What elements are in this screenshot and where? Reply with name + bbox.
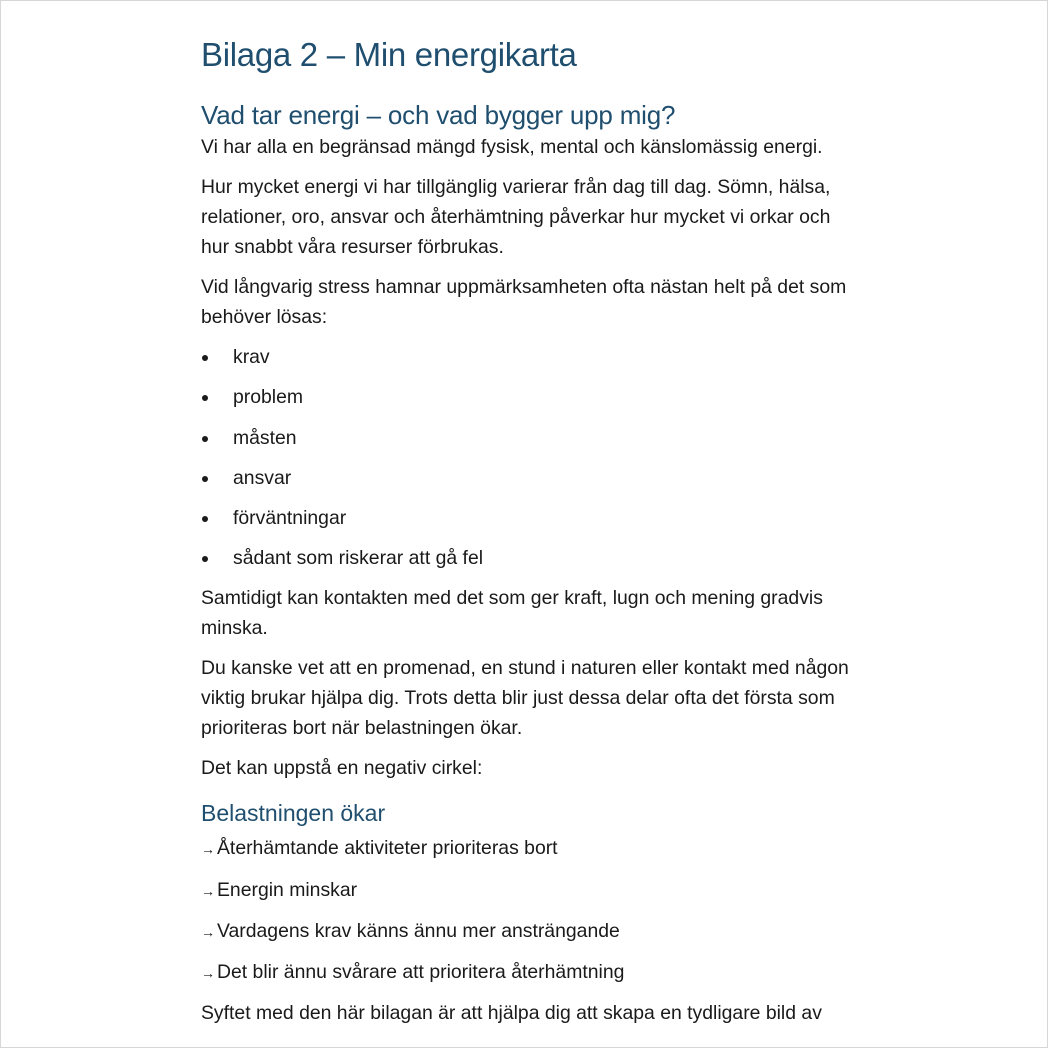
arrow-right-icon: → <box>201 882 215 899</box>
cycle-step <box>201 957 861 988</box>
paragraph: Vid långvarig stress hamnar uppmärksamheten ofta nästan helt på det som behöver lösas: <box>201 276 847 328</box>
cycle-step-text: Det blir ännu svårare att prioritera återhämtning <box>217 961 625 984</box>
cycle-steps <box>201 833 861 988</box>
cycle-step-text: Återhämtande aktiviteter prioriteras bort <box>217 837 558 860</box>
cycle-step <box>201 916 861 947</box>
bullet-item: måsten <box>201 423 861 453</box>
document-body <box>201 31 861 1028</box>
bullet-item: förväntningar <box>201 503 861 533</box>
bullet-item: sådant som riskerar att gå fel <box>201 543 861 573</box>
section-heading: Vad tar energi – och vad bygger upp mig? <box>201 100 676 130</box>
cycle-step <box>201 833 861 864</box>
cycle-step <box>201 875 861 906</box>
paragraph: Samtidigt kan kontakten med det som ger kraft, lugn och mening gradvis minska. <box>201 587 823 640</box>
paragraph: Syftet med den här bilagan är att hjälpa dig att skapa en tydligare bild av <box>201 1002 822 1025</box>
paragraph: Vi har alla en begränsad mängd fysisk, mental och känslomässig energi. <box>201 136 823 158</box>
cycle-step-text: Energin minskar <box>217 878 358 901</box>
bullet-list <box>201 342 861 573</box>
arrow-right-icon: → <box>201 924 215 941</box>
bullet-item: krav <box>201 342 861 372</box>
bullet-item: problem <box>201 382 861 412</box>
document-title: Bilaga 2 – Min energikarta <box>201 36 577 73</box>
arrow-right-icon: → <box>201 841 215 858</box>
paragraph: Du kanske vet att en promenad, en stund i naturen eller kontakt med någon viktig brukar hjälpa dig. Trots detta blir just dessa delar ofta det första som prioriteras bort när belastningen ökar. <box>201 657 849 740</box>
bullet-item: ansvar <box>201 463 861 493</box>
arrow-right-icon: → <box>201 965 215 982</box>
paragraph: Hur mycket energi vi har tillgänglig varierar från dag till dag. Sömn, hälsa, relationer, oro, ansvar och återhämtning påverkar hur mycket vi orkar och hur snabbt våra resurser förbrukas. <box>201 176 831 258</box>
cycle-heading: Belastningen ökar <box>201 800 386 827</box>
paragraph: Det kan uppstå en negativ cirkel: <box>201 757 483 780</box>
cycle-step-text: Vardagens krav känns ännu mer ansträngande <box>217 920 620 943</box>
